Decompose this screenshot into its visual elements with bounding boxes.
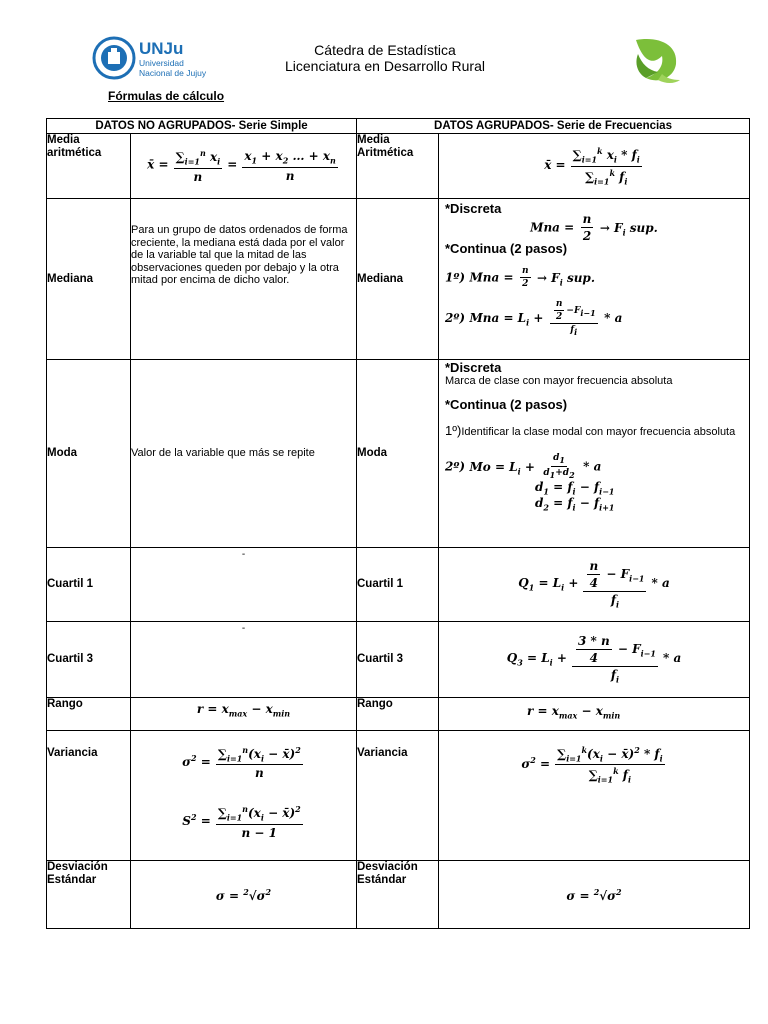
logo-line1: Universidad <box>139 58 184 68</box>
formulas-table <box>46 118 750 929</box>
formula-d1: $d_1 = f_i - f_{i-1}$ <box>535 479 615 496</box>
formula-media-agrupada: x̄ = $\frac{\sum_{i=1}^k x_i * f_i}{\sum_{i=1}^k f_i}$ <box>439 134 750 199</box>
header-titles <box>200 42 570 74</box>
moda-definition: Valor de la variable que más se repite <box>131 360 357 548</box>
label-moda-right: Moda <box>357 360 439 548</box>
formula-mediana-paso1: 1º) Mna = $\frac{n}{2}$ → $F_i$ sup. <box>445 266 595 289</box>
formula-s2-simple: $S^2$ = $\frac{\sum_{i=1}^n(x_i - x̄)^2}{n - 1}$ <box>182 804 301 840</box>
mediana-continua-title: *Continua (2 pasos) <box>445 241 568 256</box>
label-desviacion-right: Desviación Estándar <box>357 861 439 929</box>
formula-rango-simple: $r = x_{max} - x_{min}$ <box>131 698 357 731</box>
mediana-definition: Para un grupo de datos ordenados de forma creciente, la mediana está dada por el valor de la variable tal que la mitad de las observaciones queden por debajo y la otra mitad por encima de dicho valor. <box>131 199 357 360</box>
label-variancia-left: Variancia <box>47 731 131 861</box>
formula-cuartil1: $Q_1 = L_i$ + $\frac{n}{4}$ − $F_{i-1}$ $f_i$ * a <box>439 548 750 622</box>
label-variancia-right: Variancia <box>357 731 439 861</box>
mediana-discreta-title: *Discreta <box>445 201 502 216</box>
formula-variancia-simple <box>131 731 357 861</box>
moda-continua-title: *Continua (2 pasos) <box>445 397 568 412</box>
moda-discreta-title: *Discreta <box>445 360 502 375</box>
label-rango-left: Rango <box>47 698 131 731</box>
title-licenciatura: Licenciatura en Desarrollo Rural <box>285 58 485 74</box>
label-mediana-left: Mediana <box>47 199 131 360</box>
formula-moda-paso2: 2º) $Mo = L_i$ + $\frac{d_1}{d_1+d_2}$ * a <box>445 453 602 480</box>
label-cuartil1-right: Cuartil 1 <box>357 548 439 622</box>
formula-mediana-discreta: Mna = $\frac{n}{2}$ → $F_i$ sup. <box>530 212 658 243</box>
moda-paso1: 1º)Identificar la clase modal con mayor frecuencia absoluta <box>445 423 736 438</box>
formula-mediana-agrupada <box>439 199 750 360</box>
cuartil3-left-value: - <box>131 622 357 698</box>
formula-desviacion-simple: $\sigma = ^2√\sigma^2$ <box>131 861 357 929</box>
label-moda-left: Moda <box>47 360 131 548</box>
formula-rango-agrupada: $r = x_{max} - x_{min}$ <box>439 698 750 731</box>
formula-d2: $d_2 = f_i - f_{i+1}$ <box>535 495 615 513</box>
logo-line2: Nacional de Jujuy <box>139 68 207 78</box>
cuartil1-left-value: - <box>131 548 357 622</box>
label-desviacion-left: Desviación Estándar <box>47 861 131 929</box>
col-header-no-agrupados: DATOS NO AGRUPADOS- Serie Simple <box>47 119 357 134</box>
label-cuartil3-left: Cuartil 3 <box>47 622 131 698</box>
formula-media-simple: x̄ = $\frac{\sum_{i=1}^n x_i}{n}$ = $\frac{x_1 + x_2 \dots + x_n}{n}$ <box>131 134 357 199</box>
formula-mediana-paso2: 2º) Mna = $L_i$ + $\frac{n}{2}$ $-F_{i-1}$ $f_i$ * a <box>445 299 623 337</box>
formulas-heading: Fórmulas de cálculo <box>108 89 225 103</box>
formula-sigma2-simple: $\sigma^2$ = $\frac{\sum_{i=1}^n(x_i - x̄)^2}{n}$ <box>182 745 301 781</box>
label-media-right: Media Aritmética <box>357 134 439 199</box>
label-media-left: Media aritmética <box>47 134 131 199</box>
moda-discreta-text: Marca de clase con mayor frecuencia absoluta <box>445 375 673 387</box>
col-header-agrupados: DATOS AGRUPADOS- Serie de Frecuencias <box>357 119 750 134</box>
label-rango-right: Rango <box>357 698 439 731</box>
label-cuartil1-left: Cuartil 1 <box>47 548 131 622</box>
formula-moda-agrupada <box>439 360 750 548</box>
formula-cuartil3: $Q_3 = L_i$ + $\frac{3 * n}{4}$ − $F_{i-1}$ $f_i$ * a <box>439 622 750 698</box>
logo-unju-text: UNJu <box>139 39 184 58</box>
leaf-logo-icon <box>628 34 686 92</box>
formula-desviacion-agrupada: $\sigma = ^2√\sigma^2$ <box>439 861 750 929</box>
title-catedra: Cátedra de Estadística <box>314 42 456 58</box>
label-cuartil3-right: Cuartil 3 <box>357 622 439 698</box>
label-mediana-right: Mediana <box>357 199 439 360</box>
formula-variancia-agrupada: $\sigma^2$ = $\frac{\sum_{i=1}^k(x_i - x̄)^2 * f_i}{\sum_{i=1}^k f_i}$ <box>439 731 750 861</box>
